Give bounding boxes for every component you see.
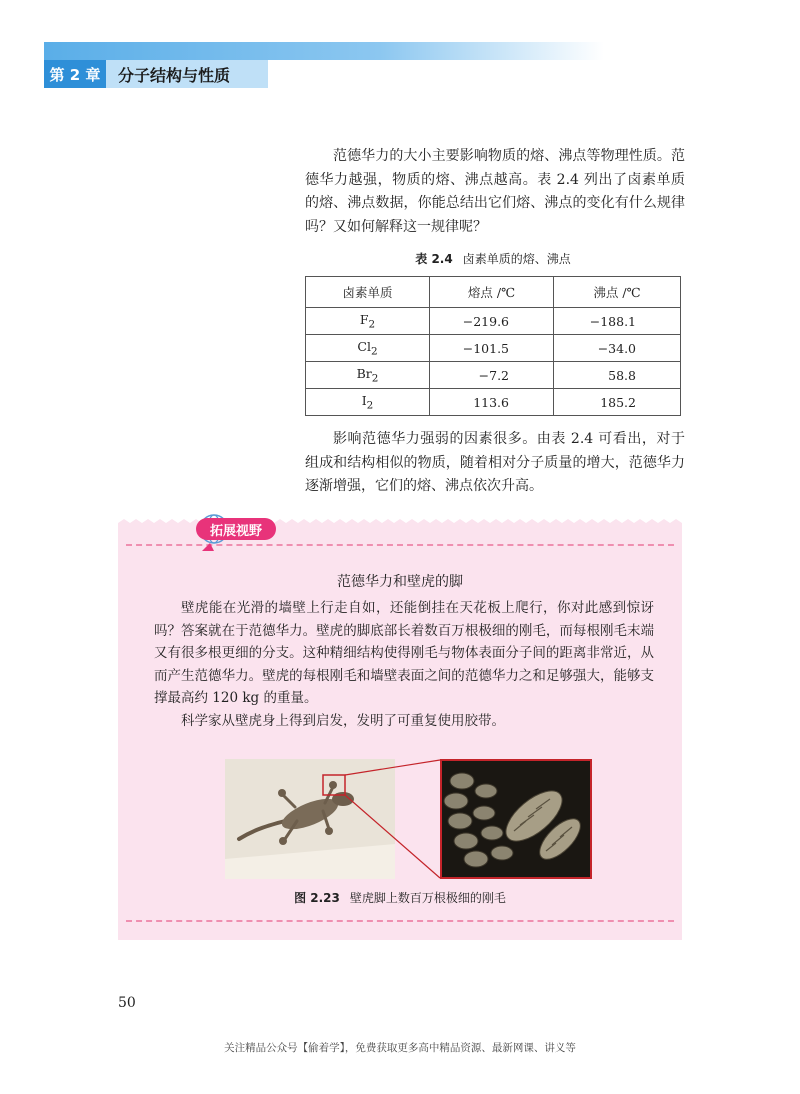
extension-text [154, 597, 654, 732]
figure-number: 图 2.23 [294, 891, 340, 905]
element-cell [306, 308, 430, 335]
setae-closeup-photo [440, 759, 592, 879]
extension-badge [154, 513, 262, 561]
extension-badge-label: 拓展视野 [196, 518, 276, 540]
table-row [306, 362, 681, 389]
table-header-cell: 沸点 /℃ [554, 277, 681, 308]
element-subscript: 2 [370, 345, 378, 358]
table-header-cell: 熔点 /℃ [430, 277, 554, 308]
table-row [306, 308, 681, 335]
melting-point-cell: −7.2 [430, 362, 554, 389]
element-symbol: Br [356, 365, 372, 381]
table-row [306, 335, 681, 362]
intro-paragraph: 范德华力的大小主要影响物质的熔、沸点等物理性质。范德华力越强，物质的熔、沸点越高。表 2.4 列出了卤素单质的熔、沸点数据，你能总结出它们熔、沸点的变化有什么规律吗？又如何解释这一规律呢？ [305, 148, 685, 235]
element-cell [306, 335, 430, 362]
chapter-title: 分子结构与性质 [106, 60, 268, 88]
boiling-point-cell: −188.1 [554, 308, 681, 335]
element-subscript: 2 [371, 372, 379, 385]
table-caption [305, 250, 681, 267]
extension-title: 范德华力和壁虎的脚 [337, 574, 463, 590]
element-symbol: F [359, 311, 369, 327]
figure-caption-text: 壁虎脚上数百万根极细的刚毛 [349, 891, 506, 905]
melting-point-cell: −219.6 [430, 308, 554, 335]
boiling-point-cell: 185.2 [554, 389, 681, 416]
extension-paragraph: 壁虎能在光滑的墙壁上行走自如，还能倒挂在天花板上爬行，你对此感到惊讶吗？答案就在于范德华力。壁虎的脚底部长着数百万根极细的刚毛，而每根刚毛末端又有很多根更细的分支。这种精细结构使得刚毛与物体表面分子间的距离非常近，从而产生范德华力。壁虎的每根刚毛和墙壁表面之间的范德华力之和足够强大，能够支撑最高约 120 kg 的重量。 [154, 600, 654, 706]
gecko-photo [225, 759, 395, 879]
intro-section [305, 145, 685, 239]
halogen-table [305, 276, 681, 416]
table-caption-text: 卤素单质的熔、沸点 [462, 252, 571, 266]
melting-point-cell: −101.5 [430, 335, 554, 362]
table-header-row [306, 277, 681, 308]
analysis-paragraph: 影响范德华力强弱的因素很多。由表 2.4 可看出，对于组成和结构相似的物质，随着相对分子质量的增大，范德华力逐渐增强，它们的熔、沸点依次升高。 [305, 431, 685, 494]
element-symbol: Cl [357, 338, 371, 354]
element-cell [306, 362, 430, 389]
melting-point-cell: 113.6 [430, 389, 554, 416]
footer-note: 关注精品公众号【偷着学】，免费获取更多高中精品资源、最新网课、讲义等 [224, 1042, 576, 1054]
dashed-divider-bottom [126, 920, 674, 922]
table-header-cell: 卤素单质 [306, 277, 430, 308]
element-cell [306, 389, 430, 416]
element-subscript: 2 [368, 318, 376, 331]
figure-caption [118, 889, 682, 906]
extension-box [118, 523, 682, 940]
boiling-point-cell: −34.0 [554, 335, 681, 362]
element-subscript: 2 [366, 399, 374, 412]
boiling-point-cell: 58.8 [554, 362, 681, 389]
header-band [44, 42, 604, 60]
table-row [306, 389, 681, 416]
analysis-section [305, 428, 685, 499]
page-number: 50 [118, 995, 136, 1011]
table-caption-number: 表 2.4 [415, 252, 453, 266]
chapter-label: 第 2 章 [44, 60, 106, 88]
element-symbol: I [361, 392, 367, 408]
extension-paragraph: 科学家从壁虎身上得到启发，发明了可重复使用胶带。 [181, 712, 505, 729]
